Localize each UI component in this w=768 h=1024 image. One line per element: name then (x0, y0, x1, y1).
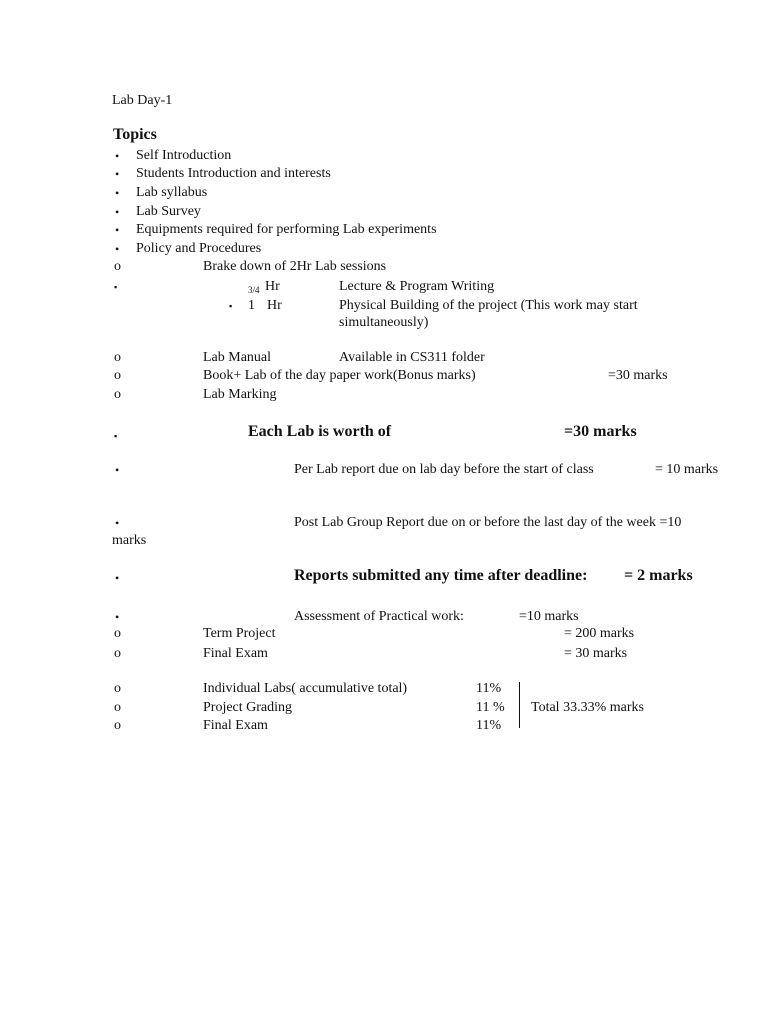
circle-bullet-icon: o (114, 350, 121, 365)
per-lab-value: = 10 marks (655, 462, 719, 477)
square-bullet-icon: ▪ (229, 301, 233, 311)
term-project-value: = 200 marks (564, 626, 635, 641)
bullet-icon: • (115, 571, 120, 585)
late-label: Reports submitted any time after deadline: (294, 567, 588, 584)
grading-value: 11 % (476, 700, 505, 715)
topic-item: Students Introduction and interests (136, 166, 331, 181)
lab-manual-value: Available in CS311 folder (339, 350, 485, 365)
circle-bullet-icon: o (114, 646, 121, 661)
final-exam-value: = 30 marks (564, 646, 628, 661)
topics-heading: Topics (113, 126, 157, 143)
circle-bullet-icon: o (114, 626, 121, 641)
breakdown-desc: Physical Building of the project (This work may start (339, 298, 638, 313)
bullet-icon: • (115, 186, 120, 200)
assessment-value: =10 marks (519, 609, 579, 624)
late-value: = 2 marks (624, 567, 693, 584)
per-lab-label: Per Lab report due on lab day before the start of class (294, 462, 594, 477)
breakdown-number: 1 (248, 298, 255, 313)
bullet-icon: • (115, 242, 120, 256)
breakdown-unit: Hr (267, 298, 282, 313)
circle-bullet-icon: o (114, 718, 121, 733)
breakdown-unit: Hr (265, 279, 280, 294)
grading-divider (519, 682, 520, 728)
breakdown-desc-cont: simultaneously) (339, 315, 429, 330)
bullet-icon: • (115, 223, 120, 237)
topic-item: Self Introduction (136, 148, 232, 163)
circle-bullet-icon: o (114, 259, 121, 274)
breakdown-desc: Lecture & Program Writing (339, 279, 495, 294)
grading-value: 11% (476, 718, 502, 733)
circle-bullet-icon: o (114, 681, 121, 696)
page-title: Lab Day-1 (112, 93, 173, 108)
breakdown-fraction: 3/4 (248, 285, 260, 295)
bullet-icon: • (115, 167, 120, 181)
grading-label: Final Exam (203, 718, 268, 733)
book-value: =30 marks (608, 368, 668, 383)
square-bullet-icon: ▪ (114, 431, 118, 441)
grading-label: Individual Labs( accumulative total) (203, 681, 408, 696)
post-lab-label: Post Lab Group Report due on or before the last day of the week =10 (294, 515, 682, 530)
final-exam-label: Final Exam (203, 646, 268, 661)
topic-item: Equipments required for performing Lab experiments (136, 222, 437, 237)
bullet-icon: • (115, 610, 120, 624)
book-label: Book+ Lab of the day paper work(Bonus marks) (203, 368, 476, 383)
topic-item: Policy and Procedures (136, 241, 262, 256)
assessment-label: Assessment of Practical work: (294, 609, 464, 624)
lab-manual-label: Lab Manual (203, 350, 272, 365)
post-lab-cont: marks (112, 533, 147, 548)
each-lab-value: =30 marks (564, 423, 637, 440)
grading-label: Project Grading (203, 700, 293, 715)
term-project-label: Term Project (203, 626, 276, 641)
circle-bullet-icon: o (114, 700, 121, 715)
grading-total: Total 33.33% marks (531, 700, 644, 715)
lab-marking-label: Lab Marking (203, 387, 277, 402)
each-lab-label: Each Lab is worth of (248, 423, 392, 440)
bullet-icon: • (115, 149, 120, 163)
grading-value: 11% (476, 681, 502, 696)
topic-item: Lab syllabus (136, 185, 208, 200)
circle-bullet-icon: o (114, 368, 121, 383)
circle-bullet-icon: o (114, 387, 121, 402)
bullet-icon: • (115, 205, 120, 219)
bullet-icon: • (115, 516, 120, 530)
breakdown-label: Brake down of 2Hr Lab sessions (203, 259, 387, 274)
square-bullet-icon: ▪ (114, 282, 118, 292)
topic-item: Lab Survey (136, 204, 201, 219)
bullet-icon: • (115, 463, 120, 477)
